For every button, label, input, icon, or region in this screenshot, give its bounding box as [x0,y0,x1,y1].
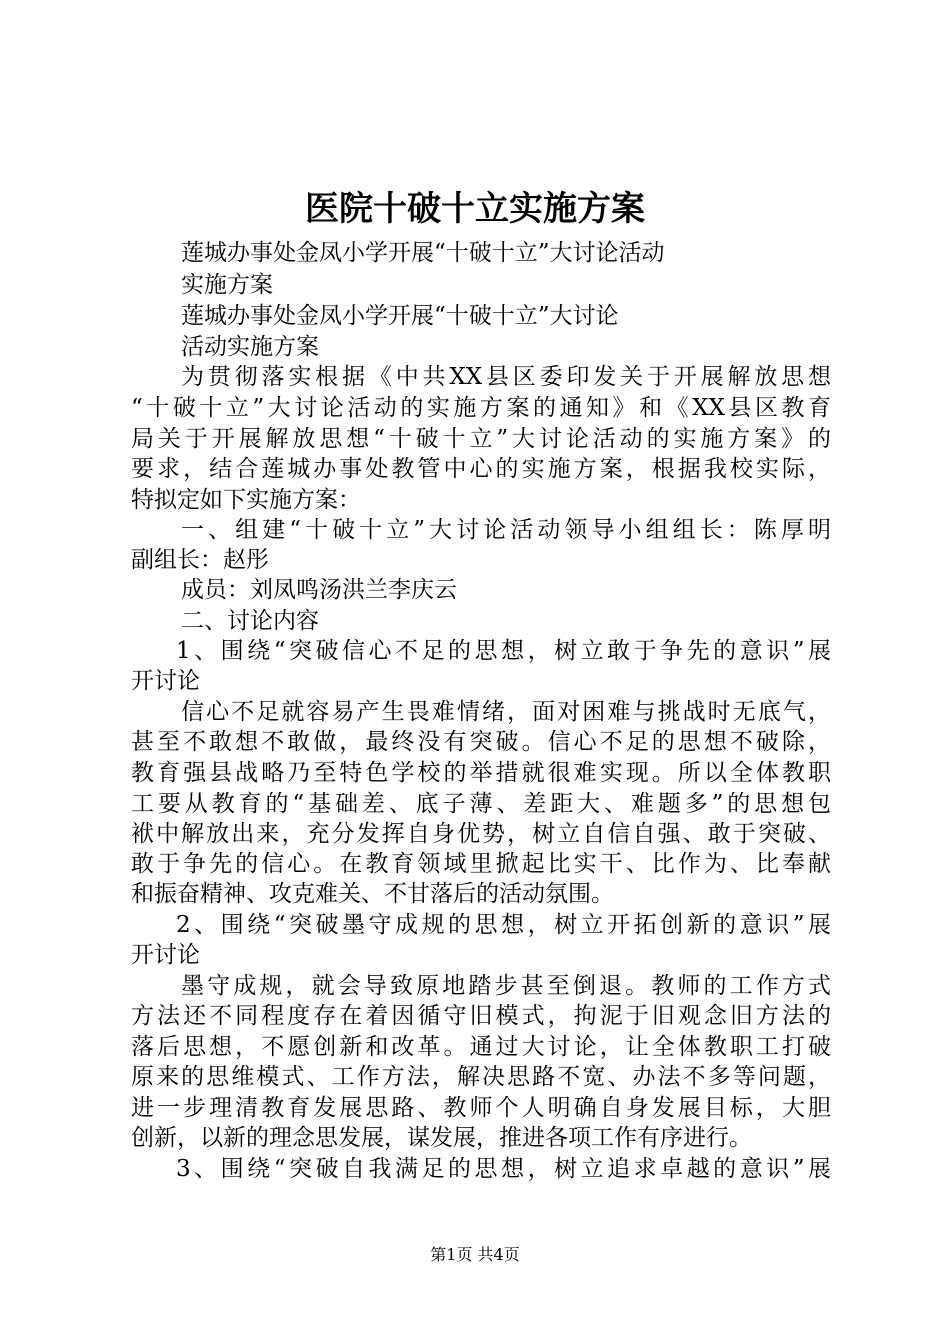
text-line: 原来的思维模式、工作方法，解决思路不宽、办法不多等问题， [131,1064,831,1090]
text-line: 成员：刘凤鸣汤洪兰李庆云 [181,577,457,603]
text-line: 教育强县战略乃至特色学校的举措就很难实现。所以全体教职 [131,760,831,786]
text-line: 2、围绕“突破墨守成规的思想，树立开拓创新的意识”展 [176,912,831,938]
page-footer: 第1页 共4页 [430,1245,520,1264]
text-line: 开讨论 [131,942,200,968]
text-line: 甚至不敢想不敢做，最终没有突破。信心不足的思想不破除， [131,729,831,755]
text-line: 实施方案 [181,272,273,298]
text-line: 1、围绕“突破信心不足的思想，树立敢于争先的意识”展 [176,638,831,664]
text-line: 墨守成规，就会导致原地踏步甚至倒退。教师的工作方式 [181,973,831,999]
text-line: 和振奋精神、攻克难关、不甘落后的活动氛围。 [131,881,614,907]
text-line: 工要从教育的“基础差、底子薄、差距大、难题多”的思想包 [131,791,831,817]
text-line: 3、围绕“突破自我满足的思想，树立追求卓越的意识”展 [176,1156,831,1182]
text-line: 一、组建“十破十立”大讨论活动领导小组组长：陈厚明 [181,517,831,543]
text-line: 信心不足就容易产生畏难情绪，面对困难与挑战时无底气， [181,699,831,725]
text-line: 要求，结合莲城办事处教管中心的实施方案，根据我校实际， [131,456,831,482]
text-line: 活动实施方案 [181,334,319,360]
text-line: 敢于争先的信心。在教育领域里掀起比实干、比作为、比奉献 [131,851,831,877]
text-line: 开讨论 [131,668,200,694]
text-line: 局关于开展解放思想“十破十立”大讨论活动的实施方案》的 [131,426,831,452]
text-line: 莲城办事处金凤小学开展“十破十立”大讨论 [181,303,619,329]
text-line: “十破十立”大讨论活动的实施方案的通知》和《XX县区教育 [131,395,831,421]
text-line: 二、讨论内容 [181,608,319,634]
text-line: 莲城办事处金凤小学开展“十破十立”大讨论活动 [181,240,665,266]
text-line: 方法还不同程度存在着因循守旧模式，拘泥于旧观念旧方法的 [131,1003,831,1029]
document-title: 医院十破十立实施方案 [305,189,645,229]
text-line: 袱中解放出来，充分发挥自身优势，树立自信自强、敢于突破、 [131,821,831,847]
text-line: 创新，以新的理念思发展，谋发展，推进各项工作有序进行。 [131,1125,752,1151]
text-line: 落后思想，不愿创新和改革。通过大讨论，让全体教职工打破 [131,1034,831,1060]
text-line: 为贯彻落实根据《中共XX县区委印发关于开展解放思想 [181,364,831,390]
text-line: 副组长：赵彤 [131,547,269,573]
text-line: 特拟定如下实施方案： [131,487,361,513]
text-line: 进一步理清教育发展思路、教师个人明确自身发展目标，大胆 [131,1095,831,1121]
